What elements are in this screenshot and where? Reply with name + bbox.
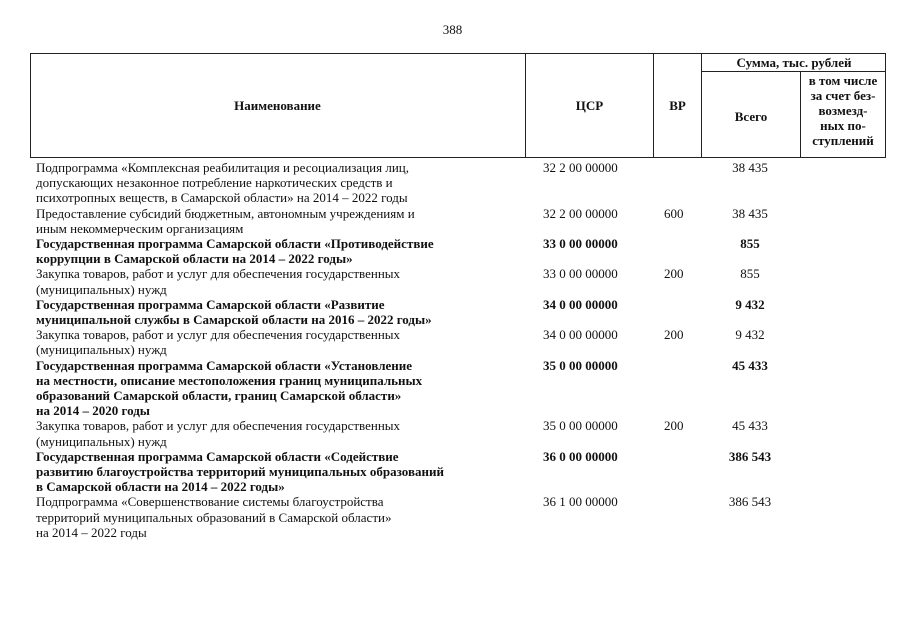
table-row (0, 266, 905, 296)
table-row (0, 494, 905, 540)
row-vr: 600 (664, 205, 684, 221)
header-name: Наименование (234, 98, 321, 113)
table-row (0, 327, 905, 357)
table-row (0, 297, 905, 327)
row-name: Государственная программа Самарской области «Противодействие коррупции в Самарской области на 2014 – 2022 годы» (36, 236, 434, 267)
row-name: Закупка товаров, работ и услуг для обеспечения государственных (муниципальных) нужд (36, 266, 401, 297)
row-name: Закупка товаров, работ и услуг для обеспечения государственных (муниципальных) нужд (36, 418, 401, 449)
row-total: 855 (740, 266, 760, 282)
row-csr: 32 2 00 00000 (543, 160, 618, 175)
table-header (30, 53, 886, 158)
table-row (0, 236, 905, 266)
row-name: Подпрограмма «Комплексная реабилитация и ресоциализация лиц, допускающих незаконное потребление наркотических средств и психотропных веществ, в Самарской области» на 2014 – 2022 годы (36, 160, 409, 206)
row-csr: 33 0 00 00000 (543, 266, 618, 282)
row-csr: 34 0 00 00000 (543, 296, 618, 312)
table-row (0, 449, 905, 495)
row-csr: 34 0 00 00000 (543, 327, 618, 343)
row-name: Подпрограмма «Совершенствование системы благоустройства территорий муниципальных образований в Самарской области» на 2014 – 2022 годы (36, 494, 392, 540)
row-csr: 35 0 00 00000 (543, 418, 618, 434)
header-incl-free-receipts: в том числе за счет без- возмезд- ных по- ступлений (808, 73, 878, 148)
row-total: 38 435 (732, 205, 768, 221)
row-total: 38 435 (732, 160, 768, 175)
header-top-border (30, 53, 886, 54)
row-name: Государственная программа Самарской области «Установление на местности, описание местоположения границ муниципальных образований Самарской области, границ Самарской области» на 2014 – 2020 годы (36, 357, 423, 419)
row-total: 45 433 (732, 357, 768, 373)
row-name: Государственная программа Самарской области «Содействие развитию благоустройства территорий муниципальных образований в Самарской области на 2014 – 2022 годы» (36, 448, 444, 495)
row-csr: 33 0 00 00000 (543, 236, 618, 252)
header-total: Всего (734, 109, 768, 124)
row-total: 9 432 (735, 327, 765, 343)
row-vr: 200 (664, 418, 684, 434)
table-row (0, 418, 905, 448)
row-csr: 35 0 00 00000 (543, 357, 618, 373)
header-sum-group: Сумма, тыс. рублей (736, 55, 852, 70)
row-name: Предоставление субсидий бюджетным, автономным учреждениям и иным некоммерческим организациям (36, 205, 415, 236)
row-name: Государственная программа Самарской области «Развитие муниципальной службы в Самарской области на 2016 – 2022 годы» (36, 296, 432, 328)
row-total: 45 433 (732, 418, 768, 434)
row-vr: 200 (664, 266, 684, 282)
row-total: 855 (740, 236, 760, 252)
page-number: 388 (442, 22, 463, 37)
table-body (0, 160, 905, 540)
row-total: 386 543 (728, 448, 772, 464)
row-total: 386 543 (728, 494, 772, 510)
table-row (0, 206, 905, 236)
row-vr: 200 (664, 327, 684, 343)
table-row (0, 358, 905, 419)
row-csr: 36 1 00 00000 (543, 494, 618, 510)
header-csr: ЦСР (575, 98, 604, 113)
row-csr: 36 0 00 00000 (543, 448, 618, 464)
header-vr: ВР (669, 98, 686, 113)
table-row (0, 160, 905, 206)
row-total: 9 432 (735, 296, 765, 312)
row-csr: 32 2 00 00000 (543, 205, 618, 221)
header-bottom-border (30, 157, 886, 158)
header-sum-divider (701, 71, 886, 72)
row-name: Закупка товаров, работ и услуг для обеспечения государственных (муниципальных) нужд (36, 327, 401, 358)
